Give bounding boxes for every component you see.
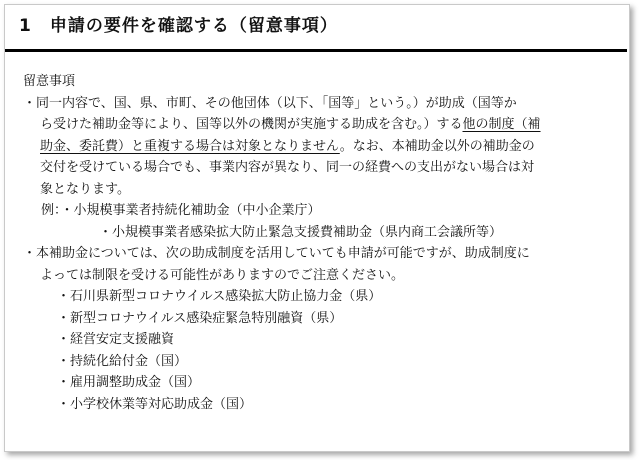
list-item: ・雇用調整助成金（国） [57, 375, 201, 390]
section-label: 留意事項 [23, 74, 76, 89]
paragraph-line: 交付を受けている場合でも、事業内容が異なり、同一の経費への支出がない場合は対 [40, 160, 535, 175]
heading-title: 申請の要件を確認する（留意事項） [49, 16, 338, 36]
paragraph-allowed-programs [23, 243, 623, 286]
example-item: 例：・小規模事業者持続化補助金（中小企業庁） [41, 203, 321, 218]
paragraph-line [23, 136, 623, 158]
document-card [4, 4, 630, 452]
list-item: ・持続化給付金（国） [57, 353, 188, 369]
paragraph-line: 象となります。 [40, 181, 130, 197]
list-item: ・新型コロナウイルス感染症緊急特別融資（県） [57, 310, 343, 326]
paragraph-line: ・本補助金については、次の助成制度を活用していても申請が可能ですが、助成制度に [23, 246, 530, 261]
paragraph-line: よっては制限を受ける可能性がありますのでご注意ください。 [40, 267, 405, 283]
section-heading [19, 9, 338, 43]
heading-rule [5, 49, 627, 52]
example-item: ・小規模事業者感染拡大防止緊急支援費補助金（県内商工会議所等） [99, 224, 503, 240]
list-item: ・経営安定支援融資 [57, 332, 175, 347]
text-run: 。なお、本補助金以外の補助金の [339, 138, 535, 154]
list-item: ・小学校休業等対応助成金（国） [57, 396, 253, 412]
list-item: ・石川県新型コロナウイルス感染拡大防止協力金（県） [57, 289, 382, 304]
paragraph-line: ・同一内容で、国、県、市町、その他団体（以下、「国等」という。）が助成（国等か [23, 95, 517, 111]
document-body [23, 71, 623, 415]
underlined-text: 他の制度（補 [462, 117, 541, 132]
program-list [23, 286, 623, 415]
paragraph-duplicate-funding [23, 93, 623, 201]
text-run: ら受けた補助金等により、国等以外の機関が実施する助成を含む。）する [40, 117, 463, 132]
example-list [23, 200, 623, 243]
underlined-text: 助金、委託費）と重複する場合は対象となりません [40, 138, 340, 154]
paragraph-line [23, 114, 623, 136]
heading-number: 1 [19, 16, 32, 36]
